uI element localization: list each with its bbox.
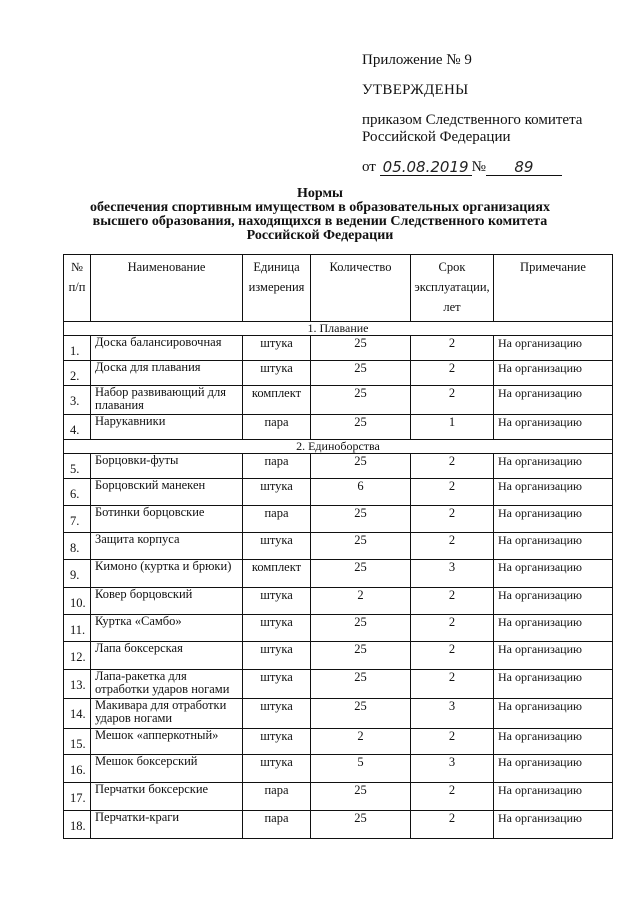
table-row (64, 670, 613, 699)
table-row (64, 386, 613, 415)
header-term-line-3: лет (443, 300, 461, 314)
cell-term: 3 (411, 560, 494, 588)
cell-quantity: 25 (311, 336, 411, 361)
cell-unit: пара (243, 454, 311, 479)
title-line-3: высшего образования, находящихся в ведении Следственного комитета (92, 214, 548, 229)
cell-unit: пара (243, 783, 311, 811)
cell-unit: штука (243, 479, 311, 506)
cell-note: На организацию (494, 615, 613, 642)
cell-quantity: 25 (311, 454, 411, 479)
cell-name: Доска балансировочная (91, 336, 243, 361)
header-term-line-2: эксплуатации, (414, 280, 490, 294)
cell-number: 2. (64, 361, 91, 386)
cell-quantity: 25 (311, 615, 411, 642)
approval-block (362, 52, 622, 176)
cell-number: 11. (64, 615, 91, 642)
cell-number: 12. (64, 642, 91, 670)
cell-name: Защита корпуса (91, 533, 243, 560)
cell-quantity: 25 (311, 506, 411, 533)
cell-term: 2 (411, 386, 494, 415)
cell-number: 8. (64, 533, 91, 560)
cell-term: 2 (411, 361, 494, 386)
table-row (64, 560, 613, 588)
cell-number: 1. (64, 336, 91, 361)
cell-name: Мешок боксерский (91, 755, 243, 783)
cell-number: 14. (64, 699, 91, 729)
header-term (411, 255, 494, 322)
cell-quantity: 25 (311, 699, 411, 729)
cell-unit: штука (243, 670, 311, 699)
cell-quantity: 25 (311, 642, 411, 670)
cell-unit: штука (243, 755, 311, 783)
cell-term: 2 (411, 454, 494, 479)
cell-note: На организацию (494, 506, 613, 533)
header-unit (243, 255, 311, 322)
section-combat-sports: 2. Единоборства (64, 440, 613, 454)
table-row (64, 642, 613, 670)
cell-note: На организацию (494, 533, 613, 560)
cell-term: 2 (411, 670, 494, 699)
cell-term: 2 (411, 336, 494, 361)
cell-number: 18. (64, 811, 91, 839)
header-quantity: Количество (311, 255, 411, 322)
header-note: Примечание (494, 255, 613, 322)
cell-note: На организацию (494, 336, 613, 361)
table-row (64, 336, 613, 361)
header-term-line-1: Срок (438, 260, 466, 274)
table-row (64, 415, 613, 440)
header-number-line-2: п/п (68, 280, 86, 294)
table-row (64, 454, 613, 479)
cell-quantity: 25 (311, 361, 411, 386)
from-label: от (362, 159, 376, 175)
cell-name: Мешок «апперкотный» (91, 729, 243, 755)
cell-note: На организацию (494, 479, 613, 506)
cell-name: Доска для плавания (91, 361, 243, 386)
table-row (64, 783, 613, 811)
table-header-row (64, 255, 613, 322)
cell-quantity: 2 (311, 729, 411, 755)
section-row (64, 322, 613, 336)
cell-term: 1 (411, 415, 494, 440)
title-line-2: обеспечения спортивным имуществом в образовательных организациях (90, 200, 550, 215)
cell-name: Борцовки-футы (91, 454, 243, 479)
norms-table (63, 254, 613, 839)
annex-label: Приложение № 9 (362, 52, 472, 68)
approved-label: УТВЕРЖДЕНЫ (362, 82, 469, 98)
cell-number: 3. (64, 386, 91, 415)
cell-unit: пара (243, 506, 311, 533)
cell-quantity: 25 (311, 560, 411, 588)
cell-note: На организацию (494, 811, 613, 839)
cell-note: На организацию (494, 560, 613, 588)
table-row (64, 479, 613, 506)
cell-unit: штука (243, 336, 311, 361)
cell-name: Куртка «Самбо» (91, 615, 243, 642)
cell-term: 3 (411, 699, 494, 729)
cell-name: Лапа-ракетка для отработки ударов ногами (91, 670, 243, 699)
header-unit-line-2: измерения (248, 280, 305, 294)
cell-number: 6. (64, 479, 91, 506)
cell-note: На организацию (494, 386, 613, 415)
cell-number: 4. (64, 415, 91, 440)
order-date-line (362, 159, 622, 176)
cell-unit: штука (243, 588, 311, 615)
cell-name: Нарукавники (91, 415, 243, 440)
cell-note: На организацию (494, 670, 613, 699)
table-body (64, 322, 613, 839)
table-row (64, 755, 613, 783)
order-line-2: Российской Федерации (362, 129, 511, 145)
cell-unit: штука (243, 642, 311, 670)
table-row (64, 729, 613, 755)
cell-unit: пара (243, 415, 311, 440)
cell-name: Кимоно (куртка и брюки) (91, 560, 243, 588)
header-number (64, 255, 91, 322)
cell-number: 13. (64, 670, 91, 699)
order-line-1: приказом Следственного комитета (362, 112, 583, 128)
cell-name: Набор развивающий для плавания (91, 386, 243, 415)
cell-number: 5. (64, 454, 91, 479)
cell-term: 2 (411, 783, 494, 811)
cell-term: 2 (411, 479, 494, 506)
cell-term: 3 (411, 755, 494, 783)
cell-quantity: 5 (311, 755, 411, 783)
table-row (64, 506, 613, 533)
cell-number: 17. (64, 783, 91, 811)
table-row (64, 699, 613, 729)
table-row (64, 361, 613, 386)
table-row (64, 588, 613, 615)
cell-name: Борцовский манекен (91, 479, 243, 506)
cell-unit: комплект (243, 560, 311, 588)
table-row (64, 811, 613, 839)
cell-quantity: 2 (311, 588, 411, 615)
cell-note: На организацию (494, 642, 613, 670)
cell-note: На организацию (494, 729, 613, 755)
title-line-4: Российской Федерации (246, 228, 394, 243)
section-swimming: 1. Плавание (64, 322, 613, 336)
cell-number: 15. (64, 729, 91, 755)
table-row (64, 615, 613, 642)
cell-quantity: 25 (311, 386, 411, 415)
number-sign: № (471, 159, 486, 175)
cell-term: 2 (411, 615, 494, 642)
cell-term: 2 (411, 729, 494, 755)
cell-term: 2 (411, 588, 494, 615)
title-line-1: Нормы (297, 186, 343, 201)
cell-unit: комплект (243, 386, 311, 415)
cell-name: Перчатки-краги (91, 811, 243, 839)
cell-unit: пара (243, 811, 311, 839)
header-number-line-1: № (71, 260, 83, 274)
cell-note: На организацию (494, 755, 613, 783)
cell-quantity: 25 (311, 783, 411, 811)
cell-number: 7. (64, 506, 91, 533)
header-name: Наименование (91, 255, 243, 322)
order-date: 05.08.2019 (380, 159, 472, 176)
cell-note: На организацию (494, 415, 613, 440)
cell-name: Лапа боксерская (91, 642, 243, 670)
table-row (64, 533, 613, 560)
cell-number: 9. (64, 560, 91, 588)
cell-note: На организацию (494, 454, 613, 479)
cell-name: Ботинки борцовские (91, 506, 243, 533)
document-title (70, 187, 570, 243)
cell-unit: штука (243, 615, 311, 642)
header-unit-line-1: Единица (253, 260, 300, 274)
cell-term: 2 (411, 506, 494, 533)
cell-name: Ковер борцовский (91, 588, 243, 615)
cell-note: На организацию (494, 699, 613, 729)
cell-quantity: 25 (311, 533, 411, 560)
cell-number: 10. (64, 588, 91, 615)
cell-note: На организацию (494, 783, 613, 811)
cell-number: 16. (64, 755, 91, 783)
order-number: 89 (486, 159, 562, 176)
cell-quantity: 25 (311, 670, 411, 699)
cell-name: Макивара для отработки ударов ногами (91, 699, 243, 729)
section-row (64, 440, 613, 454)
cell-term: 2 (411, 811, 494, 839)
cell-term: 2 (411, 642, 494, 670)
cell-note: На организацию (494, 588, 613, 615)
cell-quantity: 25 (311, 415, 411, 440)
cell-unit: штука (243, 533, 311, 560)
cell-unit: штука (243, 729, 311, 755)
cell-name: Перчатки боксерские (91, 783, 243, 811)
cell-unit: штука (243, 699, 311, 729)
cell-term: 2 (411, 533, 494, 560)
cell-quantity: 25 (311, 811, 411, 839)
cell-unit: штука (243, 361, 311, 386)
cell-quantity: 6 (311, 479, 411, 506)
cell-note: На организацию (494, 361, 613, 386)
